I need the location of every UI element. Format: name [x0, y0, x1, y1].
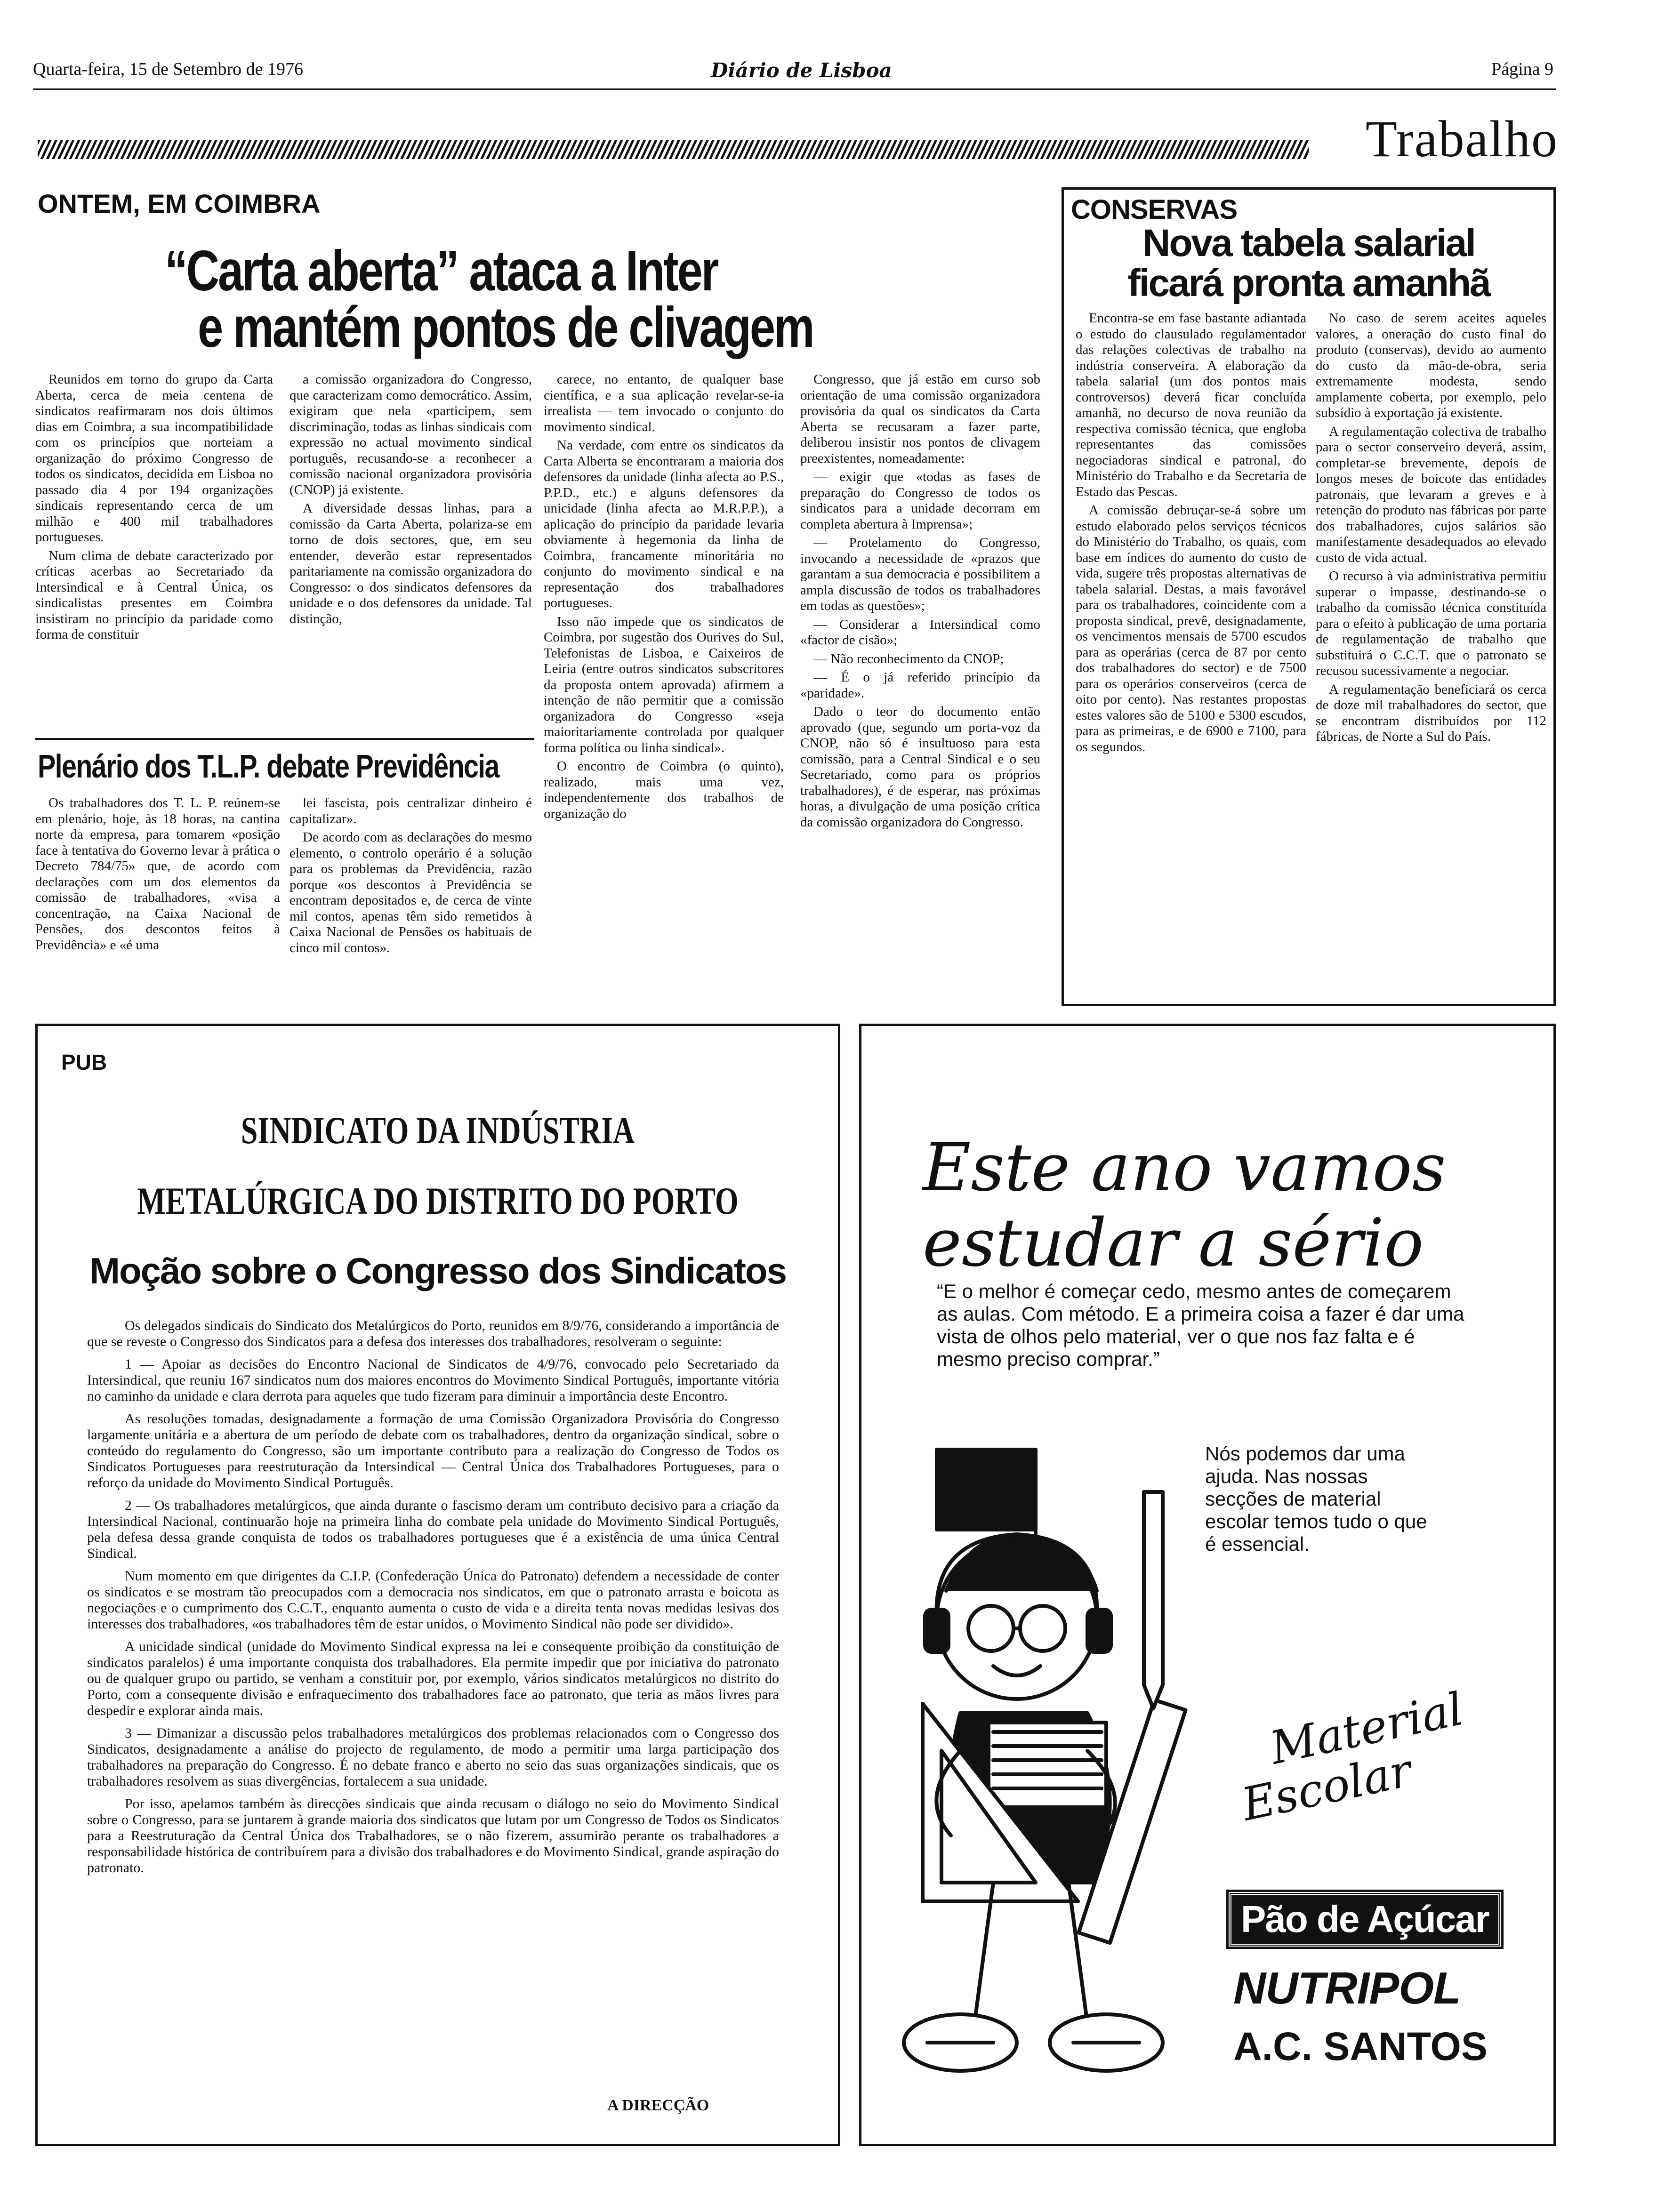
article1-c1-p1: Reunidos em torno do grupo da Carta Aberta, cerca de meia centena de sindicatos reafirmaram nos dois últimos dias em Coimbra, a sua incompatibilidade com os princípios que norteiam a organização do próximo Congresso de todos os sindicatos, decidida em Lisboa no passado dia 4 por 194 organizações sindicais representando cerca de um milhão e 400 mil trabalhadores portugueses. — [35, 372, 273, 545]
article1-c4-p7: Dado o teor do documento então aprovado (que, segundo um porta-voz da CNOP, não só é insultuoso para esta comissão, para a Central Sindical e o seu Secretariado, como para os próprios trabalhadores), é de esperar, nas próximas horas, a divulgação de uma posição crítica da comissão organizadora do Congresso. — [800, 704, 1040, 830]
ad2-brand-pao-de-acucar: Pão de Açúcar — [1229, 1892, 1501, 1947]
article3-kicker: CONSERVAS — [1071, 194, 1238, 225]
ad1-p6: A unicidade sindical (unidade do Movimento Sindical expressa na lei e consequente proibição da constituição de sindicatos paralelos) é uma importante conquista dos trabalhadores. Ela permite impedir que por iniciativa do patronato ou de qualquer grupo ou partido, se venham a constituir por, por exemplo, vários sindicatos metalúrgicos no distrito do Porto, com a consequente divisão e enfraquecimento dos trabalhadores face ao patronato, que teria as mãos livres para despedir e explorar ainda mais. — [87, 1639, 779, 1718]
ad2-brand-ac-santos: A.C. SANTOS — [1233, 2024, 1488, 2068]
article3-c2-p4: A regulamentação beneficiará os cerca de doze mil trabalhadores do sector, que se encontram distribuídos por 112 fábricas, de Norte a Sul do País. — [1316, 681, 1546, 744]
article1-c4-p2: — exigir que «todas as fases de preparação do Congresso de todos os sindicatos para a unidade decorram em completa abertura à Imprensa»; — [800, 469, 1040, 532]
article2-title: Plenário dos T.L.P. debate Previdência — [38, 748, 499, 785]
article1-c2-p2: A diversidade dessas linhas, para a comissão da Carta Aberta, polariza-se em torno de dois sectores, que, em seu entender, deverão estar representados paritariamente na comissão organizadora do Congresso: o dos sindicatos defensores da unidade e o dos defensores da unidade. Tal distinção, — [290, 501, 532, 626]
article3-c1-p1: Encontra-se em fase bastante adiantada o estudo do clausulado regulamentador das relações colectivas de trabalho na indústria conserveira. A elaboração da tabela salarial (um dos pontos mais controversos) deverá ficar concluída amanhã, no decurso de nova reunião da respectiva comissão técnica, que engloba representantes das comissões negociadoras sindical e patronal, do Ministério do Trabalho e da Secretaria de Estado das Pescas. — [1076, 311, 1306, 499]
article2-column-1 — [35, 795, 280, 1007]
article1-column-2 — [290, 372, 532, 720]
section-title: Trabalho — [1365, 110, 1558, 168]
ad2-quote: “E o melhor é começar cedo, mesmo antes de começarem as aulas. Com método. E a primeira coisa a fazer é dar uma vista de olhos pelo material, ver o que nos faz falta e é mesmo preciso comprar.” — [937, 1280, 1464, 1370]
article1-c3-p4: O encontro de Coimbra (o quinto), realizado, mais uma vez, independentemente dos trabalhos de organização do — [544, 759, 784, 821]
article3-c1-p2: A comissão debruçar-se-á sobre um estudo elaborado pelos serviços técnicos do Ministério do Trabalho, os quais, com base em índices do aumento do custo de vida, sugere três propostas alternativas de tabela salarial. Destas, a mais favorável para os trabalhadores, coincidente com a proposta sindical, prevê, designadamente, os vencimentos mensais de 5700 escudos para as operárias (cerca de 87 por cento dos trabalhadores do sector) e de 7500 para os operários conserveiros (cerca de oito por cento). Nas restantes propostas estes valores são de 5100 e 5300 escudos, para as primeiras, e de 6900 e 7100, para os segundos. — [1076, 503, 1306, 754]
ad2-script-escolar: Escolar — [1237, 1744, 1416, 1831]
article1-c4-p3: — Protelamento do Congresso, invocando a necessidade de «prazos que garantam a sua democracia e possibilitem a ampla discussão de todos os trabalhadores em todas as questões»; — [800, 535, 1040, 613]
flag-shape — [937, 1450, 1036, 1530]
leg-right — [1069, 1883, 1087, 2024]
article1-title-line1: “Carta aberta” ataca a Inter — [165, 239, 718, 303]
header-rule — [33, 88, 1556, 90]
article2-c2-p1: lei fascista, pois centralizar dinheiro é capitalizar». — [290, 795, 532, 826]
article1-kicker: ONTEM, EM COIMBRA — [38, 189, 321, 218]
article3-title-line1: Nova tabela salarial — [1142, 222, 1475, 264]
ad1-body — [87, 1318, 779, 2071]
article3-c2-p1: No caso de serem aceites aqueles valores, a oneração do custo final do produto (conservas), devido ao aumento do custo da mão-de-obra, seria extremamente modesta, sendo amplamente coberta, por exemplo, pelo subsídio à exportação já existente. — [1316, 311, 1546, 420]
section-band — [38, 140, 1309, 159]
ad2-headline2: estudar a sério — [923, 1205, 1424, 1282]
article1-c4-p5: — Não reconhecimento da CNOP; — [813, 651, 1004, 666]
article2-c2-p2: De acordo com as declarações do mesmo elemento, o controlo operário é a solução para os problemas da Previdência, razão porque «os descontos à Previdência se encontram depositados e, de cerca de vinte mil contos, apenas têm sido remetidos à Caixa Nacional de Pensões os habituais de cinco mil contos». — [290, 830, 532, 955]
ad2-headline1: Este ano vamos — [923, 1130, 1446, 1206]
ad1-signature: A DIRECÇÃO — [607, 2097, 709, 2114]
article1-c3-p1: carece, no entanto, de qualquer base científica, e a sua aplicação revelar-se-ia irrealista — tem invocado o conjunto do movimento sindical. — [544, 372, 784, 434]
ad2-help: Nós podemos dar uma ajuda. Nas nossas secções de material escolar temos tudo o que é essencial. — [1205, 1443, 1427, 1555]
ad2-brand-nutripol: NUTRIPOL — [1233, 1963, 1461, 2013]
article1-c4-p4: — Considerar a Intersindical como «factor de cisão»; — [800, 617, 1040, 648]
article1-c1-p2: Num clima de debate caracterizado por críticas acerbas ao Secretariado da Intersindical e à Central Única, os sindicalistas presentes em Coimbra insistiram no princípio da paridade como forma de constituir — [35, 548, 273, 642]
pencil-shape — [1144, 1492, 1163, 1708]
article3-title-line2: ficará pronta amanhã — [1127, 262, 1490, 305]
ad1-p3: As resoluções tomadas, designadamente a formação de uma Comissão Organizadora Provisória do Congresso largamente unitária e a abertura de um período de debate com os trabalhadores, dentro da organização sindical, sobre o conteúdo do regulamento do Congresso, são um importante contributo para a realização do Congresso de Todos os Sindicatos Portugueses para reestruturação da Intersindical — Central Única dos Trabalhadores Portugueses, para o reforço da unidade do Movimento Sindical Português. — [87, 1411, 779, 1491]
article1-title-line2: e mantém pontos de clivagem — [198, 295, 813, 359]
ad1-p7: 3 — Dimanizar a discussão pelos trabalhadores metalúrgicos dos problemas relacionados com o Congresso dos Sindicatos, designadamente a análise do projecto de regulamento, de modo a permitir uma larga participação dos trabalhadores na preparação do Congresso. É no debate franco e aberto no seio das suas organizações sindicais, que os trabalhadores resolvem as suas divergências, fortalecem a sua unidade. — [87, 1725, 779, 1789]
ad1-title2: METALÚRGICA DO DISTRITO DO PORTO — [137, 1179, 739, 1222]
page-date: Quarta-feira, 15 de Setembro de 1976 — [33, 59, 304, 79]
ad1-p5: Num momento em que dirigentes da C.I.P. (Confederação Única do Patronato) defendem a necessidade de conter os sindicatos e se mostram tão preocupados com a democracia nos sindicatos, em que o patronato arrasta e boicota as negociações e o cumprimento dos C.C.T., enquanto aumenta o custo de vida e a direita tenta novas medidas lesivas dos interesses dos trabalhadores, «os trabalhadores têm de estar unidos, o Movimento Sindical não pode ser dividido». — [87, 1568, 779, 1632]
article1-column-4 — [800, 372, 1040, 1012]
article3-c2-p2: A regulamentação colectiva de trabalho para o sector conserveiro deverá, assim, completar-se brevemente, depois de longos meses de boicote das entidades patronais, que levaram a greves e à retenção do produto nas fábricas por parte dos trabalhadores, cujos salários são manifestamente desadequados ao elevado custo de vida actual. — [1316, 424, 1546, 565]
leg-left — [974, 1883, 993, 2024]
article3-column-1 — [1076, 311, 1306, 998]
page-number: Página 9 — [1491, 59, 1553, 79]
article1-c3-p3: Isso não impede que os sindicatos de Coimbra, por sugestão dos Ourives do Sul, Telefonistas de Lisboa, e Caixeiros de Leiria (entre outros sindicatos subscritores da proposta ontem aprovada) afirmem a intenção de não permitir que a comissão organizadora do Congresso «seja maioritariamente controlada por qualquer forma política ou linha sindical». — [544, 614, 784, 755]
article2-c1-p1: Os trabalhadores dos T. L. P. reúnem-se em plenário, hoje, às 18 horas, na cantina norte da empresa, para tomarem «posição face à tentativa do Governo levar à prática o Decreto 784/75» que, de acordo com declarações com um dos elementos da comissão de trabalhadores, «visa a concentração, na Caixa Nacional de Pensões, dos descontos feitos à Previdência» e «é uma — [35, 795, 280, 953]
article1-c4-p6: — É o já referido princípio da «paridade». — [800, 670, 1040, 701]
article2-top-rule — [35, 738, 534, 740]
ad1-pub-label: PUB — [61, 1050, 107, 1074]
article1-c3-p2: Na verdade, com entre os sindicatos da Carta Alberta se encontraram a maioria dos defensores da unidade (linha afecta ao P.S., P.P.D., etc.) e alguns defensores da unicidade (linha afecta ao M.R.P.P.), a aplicação do princípio da paridade levaria obviamente à hegemonia da linha de Coimbra, francamente minoritária no conjunto do movimento sindical e na representação dos trabalhadores portugueses. — [544, 438, 784, 610]
ad1-p8: Por isso, apelamos também às direcções sindicais que ainda recusam o diálogo no seio do Movimento Sindical sobre o Congresso, para se juntarem à grande maioria dos sindicatos que lutam por um Congresso de Todos os Sindicatos para a Reestruturação da Central Única dos Trabalhadores, se o não fizerem, assumirão perante os trabalhadores a responsabilidade histórica de contribuírem para a divisão dos trabalhadores e do Movimento Sindical, grande aspiração do patronato. — [87, 1796, 779, 1875]
ad1-p1: Os delegados sindicais do Sindicato dos Metalúrgicos do Porto, reunidos em 8/9/76, considerando a importância de que se reveste o Congresso dos Sindicatos para a defesa dos interesses dos trabalhadores, resolveram o seguinte: — [87, 1318, 779, 1349]
ad1-title1: SINDICATO DA INDÚSTRIA — [241, 1109, 635, 1152]
ad1-p4: 2 — Os trabalhadores metalúrgicos, que ainda durante o fascismo deram um contributo decisivo para a criação da Intersindical Nacional, continuarão hoje na primeira linha do combate pela unidade do Movimento Sindical Português, pela defesa dessa grande conquista de todos os trabalhadores portugueses que é a existência de uma única Central Sindical. — [87, 1498, 779, 1561]
article2-column-2 — [290, 795, 532, 1007]
article3-c2-p3: O recurso à via administrativa permitiu superar o impasse, destinando-se o trabalho da comissão técnica constituída para o efeito à publicação de uma portaria de regulamentação de trabalho que substituirá o C.C.T. que o patronato se recusou sucessivamente a negociar. — [1316, 569, 1546, 678]
ad1-title3: Moção sobre o Congresso dos Sindicatos — [89, 1250, 786, 1291]
ad1-p2: 1 — Apoiar as decisões do Encontro Nacional de Sindicatos de 4/9/76, convocado pelo Secretariado da Intersindical, que reuniu 167 sindicatos num dos maiores encontros do Movimento Sindical Português, importante vitória no caminho da unidade e clara derrota para aqueles que tudo fizeram para diminuir a importância deste Encontro. — [87, 1356, 779, 1404]
article3-column-2 — [1316, 311, 1546, 998]
article1-c2-p1: a comissão organizadora do Congresso, que caracterizam como democrático. Assim, exigiram que nela «participem, sem discriminação, todas as linhas sindicais com expressão no actual movimento sindical português, recusando-se a reconhecer a comissão nacional organizadora provisória (CNOP) já existente. — [290, 372, 532, 497]
article1-column-1 — [35, 372, 273, 720]
book-shape — [989, 1723, 1106, 1807]
masthead: Diário de Lisboa — [711, 59, 892, 82]
article1-column-3 — [544, 372, 784, 1012]
article1-c4-p1: Congresso, que já estão em curso sob orientação de uma comissão organizadora provisória da qual os sindicatos da Carta Aberta se recusaram a fazer parte, deliberou insistir nos pontos de clivagem preexistentes, nomeadamente: — [800, 372, 1040, 466]
ad2-script-material: Material — [1265, 1682, 1468, 1775]
